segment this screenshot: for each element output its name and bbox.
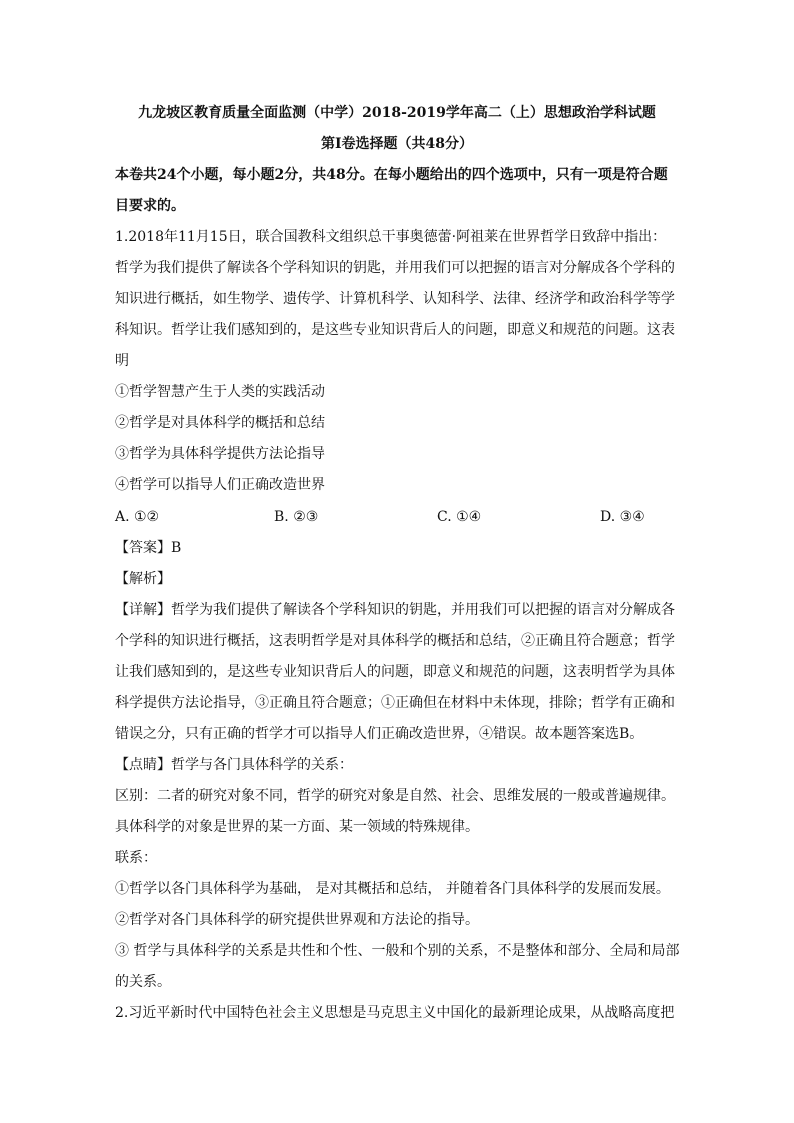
q1-option-b: B. ②③: [274, 509, 319, 525]
q1-stem-line-2: 哲学为我们提供了解读各个学科知识的钥匙，并用我们可以把握的语言对分解成各个学科的: [115, 260, 675, 276]
q1-stem-line-4: 科知识。哲学让我们感知到的，是这些专业知识背后人的问题，即意义和规范的问题。这表: [115, 322, 675, 338]
q1-tip-line-2: 区别：二者的研究对象不同，哲学的研究对象是自然、社会、思维发展的一般或普遍规律。: [115, 788, 675, 804]
q1-statement-2: ②哲学是对具体科学的概括和总结: [115, 415, 325, 431]
q1-tip-line-7: ③ 哲学与具体科学的关系是共性和个性、一般和个别的关系，不是整体和部分、全局和局部: [115, 943, 680, 959]
q1-option-a: A. ①②: [115, 509, 160, 525]
q1-detail-line-4: 科学提供方法论指导，③正确且符合题意；①正确但在材料中未体现，排除；哲学有正确和: [115, 695, 675, 711]
q1-tip-line-8: 的关系。: [115, 974, 171, 990]
q1-answer: 【答案】B: [115, 540, 182, 556]
exam-title: 九龙坡区教育质量全面监测（中学）2018-2019学年高二（上）思想政治学科试题: [138, 105, 656, 121]
q1-tip-line-1: 【点睛】哲学与各门具体科学的关系：: [115, 757, 353, 773]
q1-tip-line-4: 联系：: [115, 850, 157, 866]
instructions-line-1: 本卷共24个小题，每小题2分，共48分。在每小题给出的四个选项中，只有一项是符合题: [115, 167, 668, 183]
section-title: 第Ⅰ卷选择题（共48分）: [320, 136, 474, 152]
q1-detail-line-1: 【详解】哲学为我们提供了解读各个学科知识的钥匙，并用我们可以把握的语言对分解成各: [115, 602, 675, 618]
q1-option-c: C. ①④: [437, 509, 482, 525]
q1-option-d: D. ③④: [600, 509, 645, 525]
q1-detail-line-5: 错误之分，只有正确的哲学才可以指导人们正确改造世界，④错误。故本题答案选B。: [115, 726, 644, 742]
q1-statement-4: ④哲学可以指导人们正确改造世界: [115, 477, 325, 493]
q1-detail-line-3: 让我们感知到的，是这些专业知识背后人的问题，即意义和规范的问题，这表明哲学为具体: [115, 664, 675, 680]
q1-stem-line-3: 知识进行概括，如生物学、遗传学、计算机科学、认知科学、法律、经济学和政治科学等学: [115, 291, 675, 307]
q1-tip-line-6: ②哲学对各门具体科学的研究提供世界观和方法论的指导。: [115, 912, 479, 928]
instructions-line-2: 目要求的。: [115, 198, 185, 214]
q1-stem-line-1: 1.2018年11月15日，联合国教科文组织总干事奥德蕾·阿祖莱在世界哲学日致辞中指出：: [115, 229, 667, 245]
q1-statement-3: ③哲学为具体科学提供方法论指导: [115, 446, 325, 462]
q1-detail-line-2: 个学科的知识进行概括，这表明哲学是对具体科学的概括和总结，②正确且符合题意；哲学: [115, 633, 675, 649]
q1-tip-line-3: 具体科学的对象是世界的某一方面、某一领域的特殊规律。: [115, 819, 479, 835]
q2-stem-line-1: 2.习近平新时代中国特色社会主义思想是马克思主义中国化的最新理论成果，从战略高度把: [115, 1005, 675, 1021]
q1-analysis-label: 【解析】: [115, 571, 171, 587]
q1-stem-line-5: 明: [115, 353, 129, 369]
q1-statement-1: ①哲学智慧产生于人类的实践活动: [115, 384, 325, 400]
q1-tip-line-5: ①哲学以各门具体科学为基础， 是对其概括和总结， 并随着各门具体科学的发展而发展。: [115, 881, 670, 897]
